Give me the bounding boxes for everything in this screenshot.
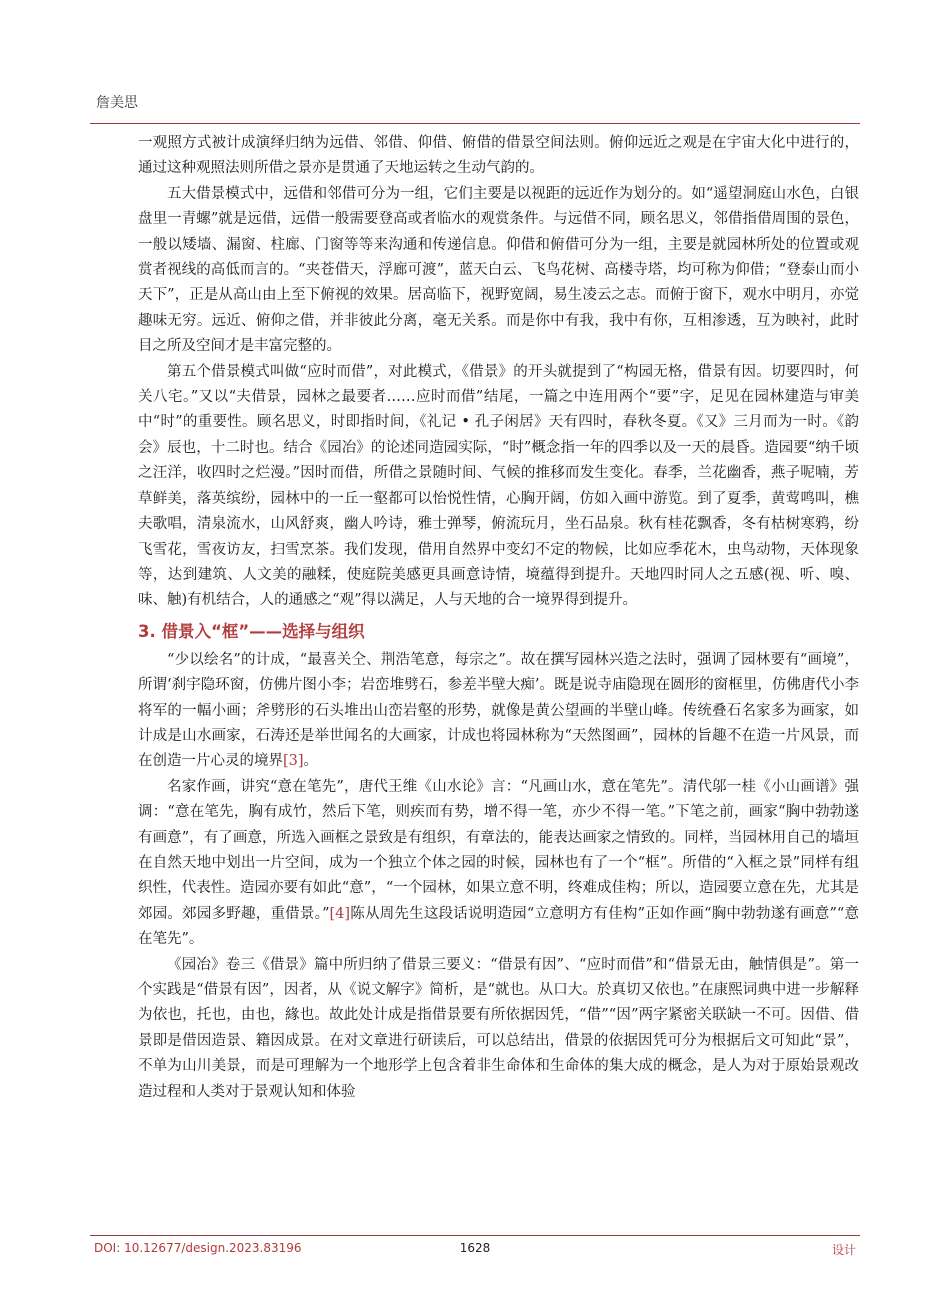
article-body: [138, 131, 859, 1105]
footer-page-number: 1628: [459, 1241, 491, 1255]
paragraph-text-end: 陈从周先生这段话说明造园“立意明方有佳构”正如作画“胸中勃勃遂有画意”“意在笔先”。: [138, 905, 859, 948]
section-heading: 3. 借景入“框”——选择与组织: [138, 621, 365, 641]
footer-doi-link[interactable]: DOI: 10.12677/design.2023.83196: [94, 1241, 302, 1255]
running-header-author: 詹美思: [96, 95, 138, 111]
paragraph-text: 名家作画，讲究“意在笔先”，唐代王维《山水论》言：“凡画山水，意在笔先”。清代邬一桂《小山画谱》强调：“意在笔先，胸有成竹，然后下笔，则疾而有势，增不得一笔，亦少不得一笔。”下笔之前，画家“胸中勃勃遂有画意”，有了画意，所选入画框之景致是有组织，有章法的，能表达画家之情致的。同样，当园林用自己的墙垣在自然天地中划出一片空间，成为一个独立个体之园的时候，园林也有了一个“框”。所借的“入框之景”同样有组织性，代表性。造园亦要有如此“意”，“一个园林，如果立意不明，终难成佳构；所以，造园要立意在先，尤其是郊园。郊园多野趣，重借景。”: [138, 778, 859, 922]
footer-journal-name: 设计: [831, 1243, 856, 1257]
paragraph-text-end: 。: [303, 753, 319, 770]
footer-divider: [90, 1235, 860, 1236]
paragraph-five-borrowing-modes: 五大借景模式中，远借和邻借可分为一组，它们主要是以视距的远近作为划分的。如“遥望洞庭山水色，白银盘里一青螺”就是远借，远借一般需要登高或者临水的观赏条件。与远借不同，顾名思义，邻借指借周围的景色，一般以矮墙、漏窗、柱廊、门窗等等来沟通和传递信息。仰借和俯借可分为一组，主要是就园林所处的位置或观赏者视线的高低而言的。“夹苍借天，浮廊可渡”，蓝天白云、飞鸟花树、高楼寺塔，均可称为仰借；“登泰山而小天下”，正是从高山由上至下俯视的效果。居高临下，视野宽阔，易生凌云之志。而俯于窗下，观水中明月，亦觉趣味无穷。远近、俯仰之借，并非彼此分离，毫无关系。而是你中有我，我中有你，互相渗透，互为映衬，此时目之所及空间才是丰富完整的。: [138, 185, 859, 355]
paragraph-intention-first: [138, 775, 859, 953]
citation-link-4[interactable]: [4]: [329, 905, 351, 922]
citation-link-3[interactable]: [3]: [283, 753, 304, 770]
paragraph-three-principles: 《园冶》卷三《借景》篇中所归纳了借景三要义：“借景有因”、“应时而借”和“借景无由，触情俱是”。第一个实践是“借景有因”，因者，从《说文解字》简析，是“就也。从口大。於真切又依也。”在康熙词典中进一步解释为依也，托也，由也，緣也。故此处计成是指借景要有所依据因凭，“借”“因”两字紧密关联缺一不可。因借、借景即是借因造景、籍因成景。在对文章进行研读后，可以总结出，借景的依据因凭可分为根据后文可知此“景”，不单为山川美景，而是可理解为一个地形学上包含着非生命体和生命体的集大成的概念，是人为对于原始景观改造过程和人类对于景观认知和体验: [138, 956, 859, 1100]
paragraph-seasonal-borrowing: 第五个借景模式叫做“应时而借”，对此模式，《借景》的开头就提到了“构园无格，借景有因。切要四时，何关八宅。”又以“夫借景，园林之最要者……应时而借”结尾，一篇之中连用两个“要”字，足见在园林建造与审美中“时”的重要性。顾名思义，时即指时间，《礼记 • 孔子闲居》天有四时，春秋冬夏。《又》三月而为一时。《韵会》辰也，十二时也。结合《园冶》的论述同造园实际，“时”概念指一年的四季以及一天的晨昏。造园要“纳千顷之汪洋，收四时之烂漫。”因时而借，所借之景随时间、气候的推移而发生变化。春季，兰花幽香，燕子呢喃，芳草鲜美，落英缤纷，园林中的一丘一壑都可以怡悦性情，心胸开阔，仿如入画中游览。到了夏季，黄莺鸣叫，樵夫歌唱，清泉流水，山风舒爽，幽人吟诗，雅士弹琴，俯流玩月，坐石品泉。秋有桂花飘香，冬有枯树寒鸦，纷飞雪花，雪夜访友，扫雪烹茶。我们发现，借用自然界中变幻不定的物候，比如应季花木，虫鸟动物，天体现象等，达到建筑、人文美的融糅，使庭院美感更具画意诗情，境蕴得到提升。天地四时同人之五感(视、听、嗅、味、触)有机结合，人的通感之“观”得以满足，人与天地的合一境界得到提升。: [138, 363, 859, 609]
header-divider: [90, 123, 860, 124]
paragraph-painting-realm: [138, 648, 859, 775]
paragraph-continuation: 一观照方式被计成演绎归纳为远借、邻借、仰借、俯借的借景空间法则。俯仰远近之观是在宇宙大化中进行的，通过这种观照法则所借之景亦是贯通了天地运转之生动气韵的。: [138, 135, 859, 177]
paragraph-text: “少以绘名”的计成，“最喜关仝、荆浩笔意，每宗之”。故在撰写园林兴造之法时，强调了园林要有“画境”，所谓‘刹宇隐环窗，仿佛片图小李；岩峦堆劈石，参差半壁大痴’。既是说寺庙隐现在圆形的窗框里，仿佛唐代小李将军的一幅小画；斧劈形的石头堆出山峦岩壑的形势，就像是黄公望画的半壁山峰。传统叠石名家多为画家，如计成是山水画家，石涛还是举世闻名的大画家，计成也将园林称为“天然图画”，园林的旨趣不在造一片风景，而在创造一片心灵的境界: [138, 651, 859, 770]
